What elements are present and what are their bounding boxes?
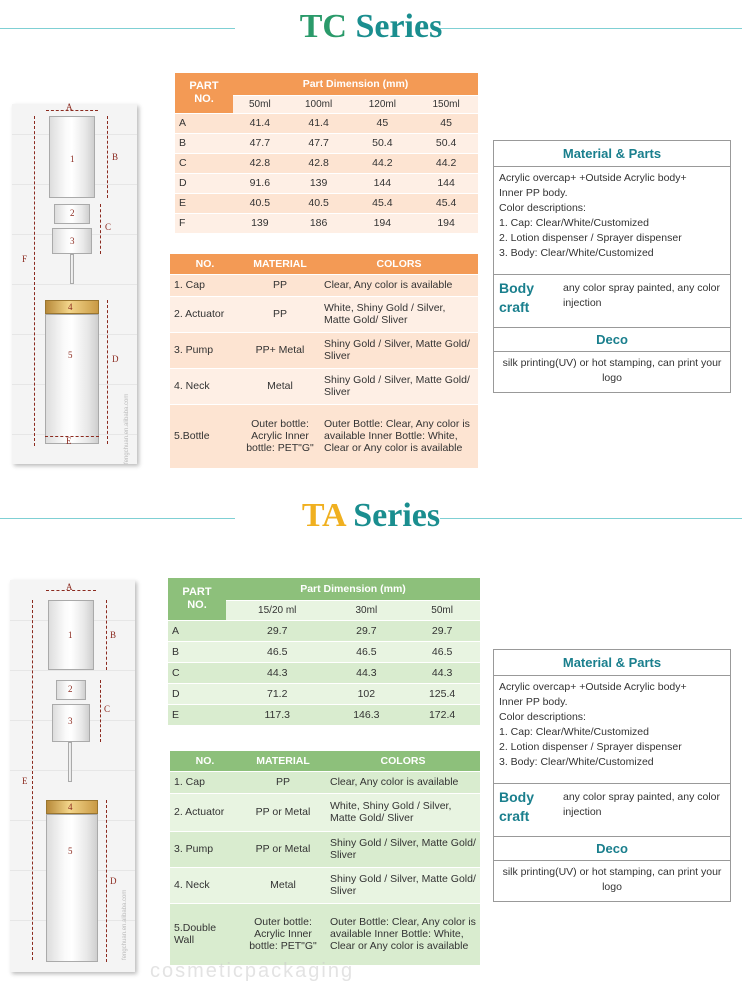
value-cell: 44.3 [328,662,404,683]
ta-dim-label: B [110,630,117,640]
value-cell: 50.4 [414,133,478,153]
description-line: 1. Cap: Clear/White/Customized [499,217,649,229]
material-cell: Metal [240,867,326,903]
material-cell: PP [240,296,320,332]
table-row [168,683,480,704]
tc-product-diagram [12,104,137,464]
table-row [175,153,478,173]
tc-dim-label: F [22,254,28,264]
colors-cell: Clear, Any color is available [326,771,480,793]
material-cell: Outer bottle: Acrylic Inner bottle: PET"G" [240,903,326,965]
tc-dimension-table [175,73,478,233]
material-parts-title: Material & Parts [494,650,730,676]
value-cell: 47.7 [287,133,351,153]
size-header: 150ml [414,95,478,113]
description-line: 2. Lotion dispenser / Sprayer dispenser [499,741,682,753]
body-craft-label: Body craft [499,280,534,315]
tc-part-number: 5 [68,350,73,360]
value-cell: 45.4 [350,193,414,213]
deco-title: Deco [494,328,730,352]
material-cell: PP or Metal [240,831,326,867]
table-row [170,404,478,468]
ta-part-number: 3 [68,716,73,726]
ta-dim-label: D [110,876,117,886]
tc-bottle [45,314,99,444]
description-line: Acrylic overcap+ +Outside Acrylic body+ [499,172,687,184]
part-cell: D [175,173,233,193]
body-craft-value: any color spray painted, any color injection [563,791,721,818]
table-row [168,620,480,641]
tc-dim-label: E [66,436,72,446]
no-cell: 4. Neck [170,368,240,404]
value-cell: 42.8 [287,153,351,173]
ta-part-number: 2 [68,684,73,694]
value-cell: 117.3 [226,704,328,725]
part-cell: C [175,153,233,173]
table-row [170,903,480,965]
no-cell: 5.Double Wall [170,903,240,965]
part-cell: B [168,641,226,662]
table-row [170,332,478,368]
value-cell: 44.3 [226,662,328,683]
ta-material-parts-box [493,649,731,902]
value-cell: 45 [414,113,478,133]
table-row [175,173,478,193]
body-craft-label: Body craft [499,789,534,824]
part-cell: A [175,113,233,133]
part-cell: A [168,620,226,641]
description-line: Inner PP body. [499,696,568,708]
value-cell: 194 [350,213,414,233]
no-cell: 4. Neck [170,867,240,903]
table-row [170,771,480,793]
no-header: NO. [170,254,240,274]
value-cell: 46.5 [328,641,404,662]
no-cell: 2. Actuator [170,793,240,831]
size-header: 100ml [287,95,351,113]
ta-part-number: 1 [68,630,73,640]
value-cell: 44.3 [404,662,480,683]
ta-product-diagram [10,580,135,972]
material-cell: Outer bottle: Acrylic Inner bottle: PET"G" [240,404,320,468]
description-line: Color descriptions: [499,711,586,723]
colors-cell: Outer Bottle: Clear, Any color is available Inner Bottle: White, Clear or Any color is available [326,903,480,965]
tc-series-title [0,8,742,46]
part-cell: B [175,133,233,153]
ta-dim-label: C [104,704,111,714]
tc-material-parts-box [493,140,731,393]
value-cell: 45.4 [414,193,478,213]
deco-value: silk printing(UV) or hot stamping, can print your logo [502,357,722,384]
size-header: 50ml [233,95,287,113]
ta-dip-tube [68,742,72,782]
table-row [170,831,480,867]
tc-part-number: 2 [70,208,75,218]
tc-title-prefix: TC [299,8,347,45]
value-cell: 146.3 [328,704,404,725]
value-cell: 139 [287,173,351,193]
tc-dim-label: B [112,152,119,162]
dimension-header: Part Dimension (mm) [233,73,478,95]
material-header: MATERIAL [240,751,326,771]
body-craft-row [494,784,730,837]
colors-cell: Outer Bottle: Clear, Any color is available Inner Bottle: White, Clear or Any color is available [320,404,478,468]
part-cell: F [175,213,233,233]
ta-title-suffix: Series [353,497,441,534]
description-line: Acrylic overcap+ +Outside Acrylic body+ [499,681,687,693]
value-cell: 125.4 [404,683,480,704]
material-header: MATERIAL [240,254,320,274]
value-cell: 41.4 [233,113,287,133]
tc-part-number: 1 [70,154,75,164]
material-cell: PP [240,771,326,793]
ta-dim-label: A [66,582,73,592]
body-craft-row [494,275,730,328]
size-header: 15/20 ml [226,600,328,620]
value-cell: 40.5 [287,193,351,213]
size-header: 120ml [350,95,414,113]
table-row [168,704,480,725]
value-cell: 50.4 [350,133,414,153]
no-cell: 5.Bottle [170,404,240,468]
deco-title: Deco [494,837,730,861]
value-cell: 139 [233,213,287,233]
no-cell: 3. Pump [170,332,240,368]
part-cell: D [168,683,226,704]
value-cell: 46.5 [404,641,480,662]
table-row [175,133,478,153]
description-line: 3. Body: Clear/White/Customized [499,756,654,768]
dimension-header: Part Dimension (mm) [226,578,480,600]
value-cell: 41.4 [287,113,351,133]
colors-header: COLORS [326,751,480,771]
description-line: Inner PP body. [499,187,568,199]
value-cell: 29.7 [404,620,480,641]
colors-cell: Shiny Gold / Silver, Matte Gold/ Sliver [320,368,478,404]
deco-value: silk printing(UV) or hot stamping, can print your logo [502,866,722,893]
description-line: Color descriptions: [499,202,586,214]
no-cell: 1. Cap [170,274,240,296]
tc-dim-label: A [66,102,73,112]
value-cell: 44.2 [350,153,414,173]
value-cell: 144 [414,173,478,193]
value-cell: 40.5 [233,193,287,213]
ta-part-number: 5 [68,846,73,856]
material-cell: PP [240,274,320,296]
colors-cell: Clear, Any color is available [320,274,478,296]
ta-watermark: fengchuan.en.alibaba.com [122,889,128,960]
part-no-header: PART NO. [168,578,226,620]
material-cell: PP+ Metal [240,332,320,368]
table-row [170,793,480,831]
ta-dim-label: E [22,776,28,786]
colors-cell: White, Shiny Gold / Silver, Matte Gold/ Sliver [326,793,480,831]
value-cell: 194 [414,213,478,233]
colors-cell: Shiny Gold / Silver, Matte Gold/ Sliver [320,332,478,368]
ta-series-title [0,497,742,535]
description-line: 2. Lotion dispenser / Sprayer dispenser [499,232,682,244]
ta-part-number: 4 [68,802,73,812]
size-header: 50ml [404,600,480,620]
table-row [170,274,478,296]
material-parts-title: Material & Parts [494,141,730,167]
value-cell: 71.2 [226,683,328,704]
footer-watermark: cosmeticpackaging [150,960,355,982]
value-cell: 46.5 [226,641,328,662]
part-no-header: PART NO. [175,73,233,113]
material-cell: Metal [240,368,320,404]
ta-dimension-table [168,578,480,725]
colors-header: COLORS [320,254,478,274]
tc-watermark: fengchuan.en.alibaba.com [124,393,130,464]
ta-title-prefix: TA [301,497,345,534]
tc-dim-label: D [112,354,119,364]
description-line: 1. Cap: Clear/White/Customized [499,726,649,738]
value-cell: 172.4 [404,704,480,725]
colors-cell: White, Shiny Gold / Silver, Matte Gold/ Sliver [320,296,478,332]
part-cell: E [175,193,233,213]
value-cell: 44.2 [414,153,478,173]
value-cell: 144 [350,173,414,193]
material-description [494,167,730,275]
table-row [175,193,478,213]
description-line: 3. Body: Clear/White/Customized [499,247,654,259]
value-cell: 186 [287,213,351,233]
value-cell: 91.6 [233,173,287,193]
no-header: NO. [170,751,240,771]
table-row [168,641,480,662]
part-cell: E [168,704,226,725]
ta-double-wall-bottle [46,814,98,962]
body-craft-value: any color spray painted, any color injection [563,282,721,309]
tc-title-suffix: Series [355,8,443,45]
tc-part-number: 3 [70,236,75,246]
value-cell: 29.7 [226,620,328,641]
value-cell: 102 [328,683,404,704]
material-description [494,676,730,784]
tc-dip-tube [70,254,74,284]
no-cell: 2. Actuator [170,296,240,332]
table-row [170,867,480,903]
table-row [175,213,478,233]
value-cell: 29.7 [328,620,404,641]
table-row [170,296,478,332]
value-cell: 47.7 [233,133,287,153]
table-row [175,113,478,133]
tc-part-number: 4 [68,302,73,312]
no-cell: 3. Pump [170,831,240,867]
ta-material-table [170,751,480,965]
part-cell: C [168,662,226,683]
table-row [168,662,480,683]
no-cell: 1. Cap [170,771,240,793]
tc-dim-label: C [105,222,112,232]
tc-material-table [170,254,478,468]
table-row [170,368,478,404]
material-cell: PP or Metal [240,793,326,831]
colors-cell: Shiny Gold / Silver, Matte Gold/ Sliver [326,867,480,903]
size-header: 30ml [328,600,404,620]
value-cell: 45 [350,113,414,133]
colors-cell: Shiny Gold / Silver, Matte Gold/ Sliver [326,831,480,867]
value-cell: 42.8 [233,153,287,173]
